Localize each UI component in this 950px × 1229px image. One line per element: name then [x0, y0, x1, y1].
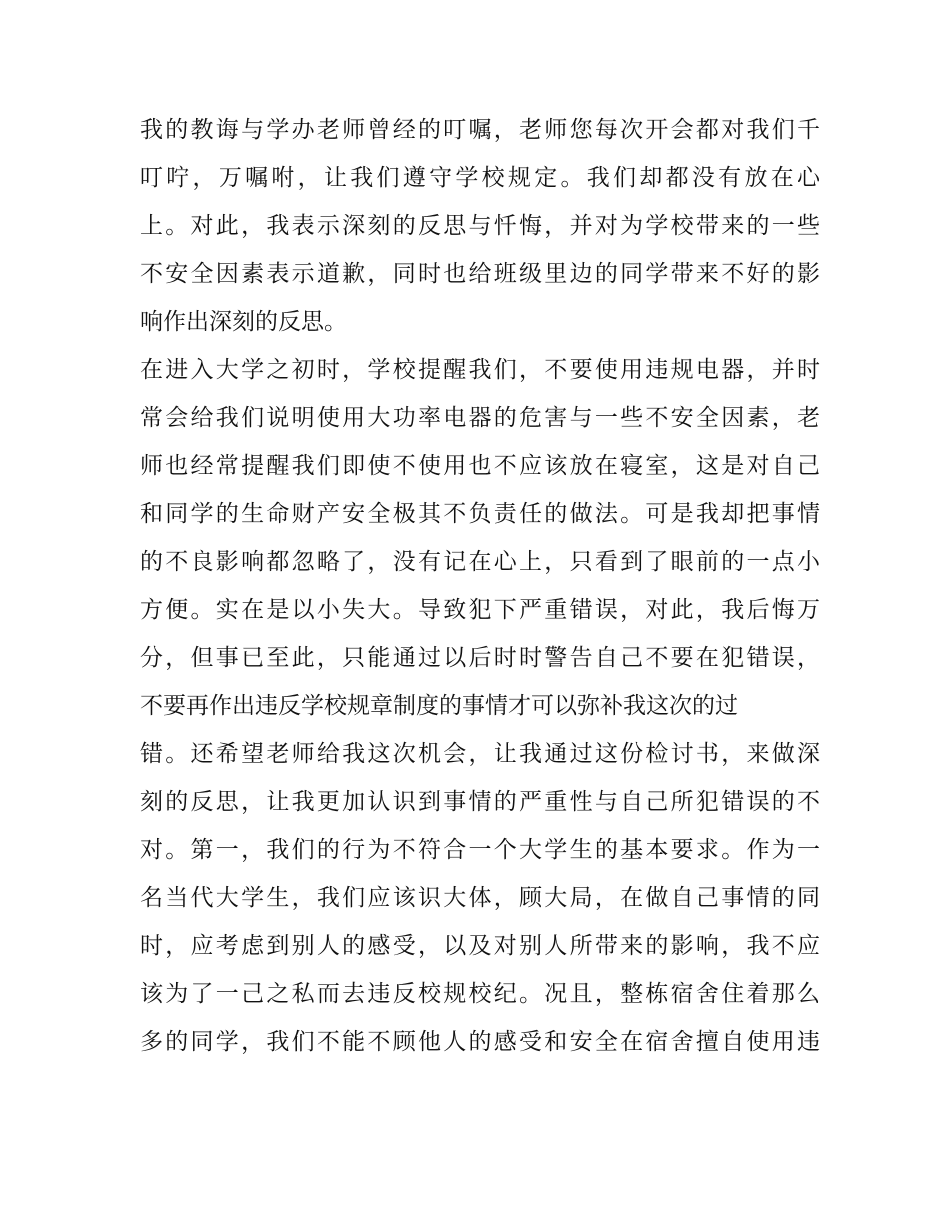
text-line: 多的同学，我们不能不顾他人的感受和安全在宿舍擅自使用违: [140, 1029, 820, 1055]
text-line: 对。第一，我们的行为不符合一个大学生的基本要求。作为一: [140, 837, 820, 863]
text-line: 名当代大学生，我们应该识大体，顾大局，在做自己事情的同: [140, 885, 820, 911]
text-line: 常会给我们说明使用大功率电器的危害与一些不安全因素，老: [140, 405, 820, 431]
text-line: 在进入大学之初时，学校提醒我们，不要使用违规电器，并时: [140, 357, 820, 383]
text-line: 该为了一己之私而去违反校规校纪。况且，整栋宿舍住着那么: [140, 981, 820, 1007]
text-line: 错。还希望老师给我这次机会，让我通过这份检讨书，来做深: [140, 741, 820, 767]
text-line: 方便。实在是以小失大。导致犯下严重错误，对此，我后悔万: [140, 597, 820, 623]
text-line: 不要再作出违反学校规章制度的事情才可以弥补我这次的过: [140, 693, 738, 719]
text-line: 不安全因素表示道歉，同时也给班级里边的同学带来不好的影: [140, 261, 820, 287]
text-line: 上。对此，我表示深刻的反思与忏悔，并对为学校带来的一些: [140, 213, 820, 239]
document-body: [140, 106, 820, 1066]
text-line: 的不良影响都忽略了，没有记在心上，只看到了眼前的一点小: [140, 549, 820, 575]
text-line: 响作出深刻的反思。: [140, 309, 347, 335]
text-line: 师也经常提醒我们即使不使用也不应该放在寝室，这是对自己: [140, 453, 820, 479]
text-line: 叮咛，万嘱咐，让我们遵守学校规定。我们却都没有放在心: [140, 165, 820, 191]
text-line: 分，但事已至此，只能通过以后时时警告自己不要在犯错误，: [140, 645, 820, 671]
text-line: 和同学的生命财产安全极其不负责任的做法。可是我却把事情: [140, 501, 820, 527]
text-line: 时，应考虑到别人的感受，以及对别人所带来的影响，我不应: [140, 933, 820, 959]
text-line: 我的教诲与学办老师曾经的叮嘱，老师您每次开会都对我们千: [140, 117, 820, 143]
text-line: 刻的反思，让我更加认识到事情的严重性与自己所犯错误的不: [140, 789, 820, 815]
